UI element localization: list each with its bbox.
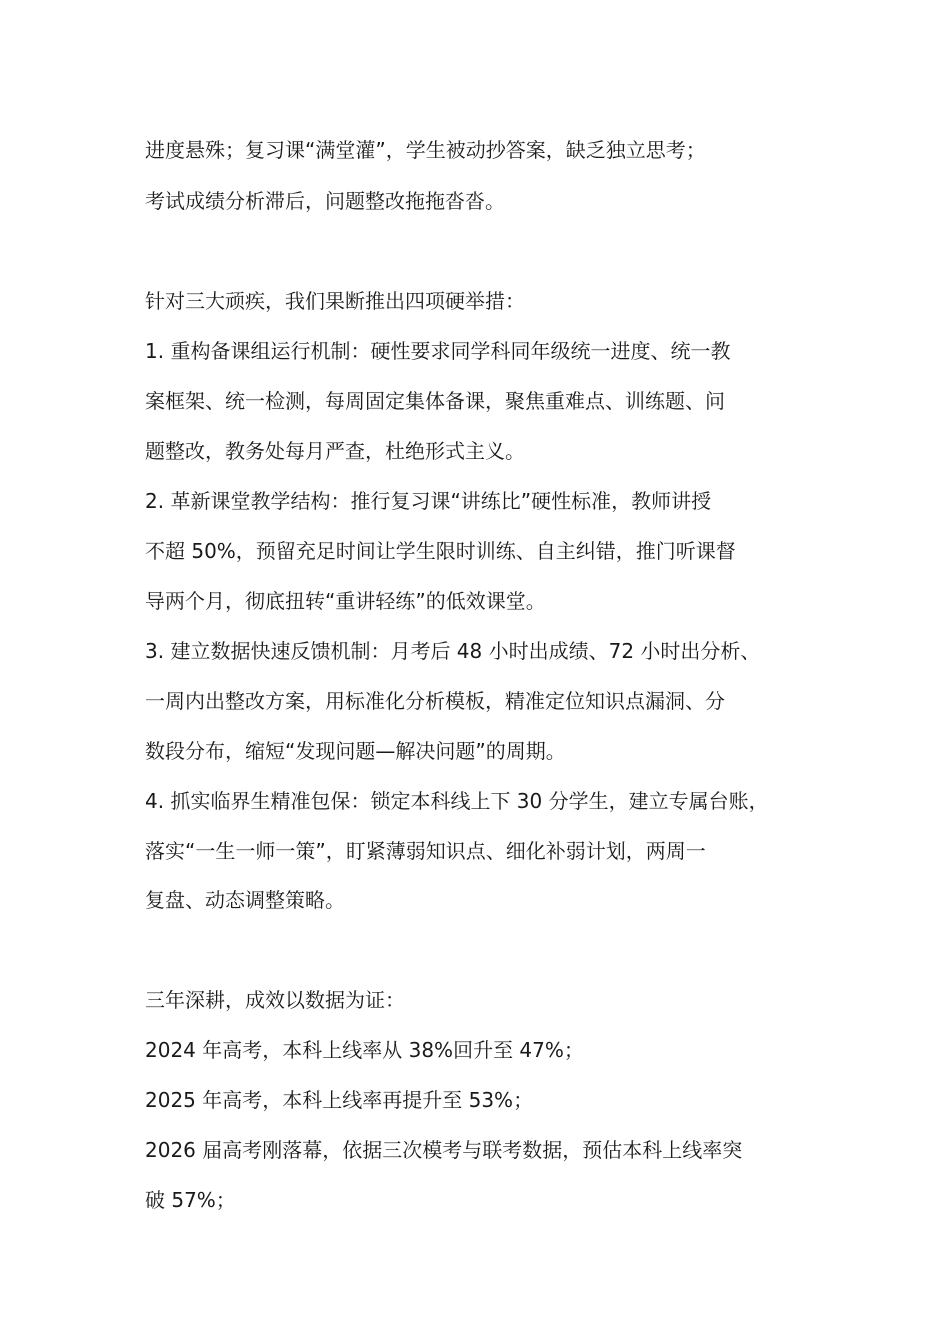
list-item-4-line: 复盘、动态调整策略。 [145,888,345,912]
list-item-1-line: 案框架、统一检测，每周固定集体备课，聚焦重难点、训练题、问 [145,389,725,413]
list-item-2-line: 2. 革新课堂教学结构：推行复习课“讲练比”硬性标准，教师讲授 [145,489,712,513]
result-line-2026-cont: 破 57%； [145,1188,236,1212]
list-item-4-line: 4. 抓实临界生精准包保：锁定本科线上下 30 分学生，建立专属台账， [145,789,769,813]
list-item-3-line: 数段分布，缩短“发现问题—解决问题”的周期。 [145,739,566,763]
list-item-2-line: 导两个月，彻底扭转“重讲轻练”的低效课堂。 [145,589,546,613]
list-item-2-line: 不超 50%，预留充足时间让学生限时训练、自主纠错，推门听课督 [145,539,736,563]
paragraph-line: 考试成绩分析滞后，问题整改拖拖沓沓。 [145,189,505,213]
section-intro: 针对三大顽疾，我们果断推出四项硬举措： [145,289,525,313]
result-line-2025: 2025 年高考，本科上线率再提升至 53%； [145,1088,534,1112]
list-item-3-line: 一周内出整改方案，用标准化分析模板，精准定位知识点漏洞、分 [145,689,725,713]
section-intro: 三年深耕，成效以数据为证： [145,988,405,1012]
paragraph-line: 进度悬殊；复习课“满堂灌”，学生被动抄答案，缺乏独立思考； [145,138,706,162]
list-item-1-line: 1. 重构备课组运行机制：硬性要求同学科同年级统一进度、统一教 [145,339,731,363]
list-item-1-line: 题整改，教务处每月严查，杜绝形式主义。 [145,439,525,463]
list-item-4-line: 落实“一生一师一策”，盯紧薄弱知识点、细化补弱计划，两周一 [145,839,706,863]
list-item-3-line: 3. 建立数据快速反馈机制：月考后 48 小时出成绩、72 小时出分析、 [145,639,761,663]
result-line-2026: 2026 届高考刚落幕，依据三次模考与联考数据，预估本科上线率突 [145,1138,743,1162]
result-line-2024: 2024 年高考，本科上线率从 38%回升至 47%； [145,1038,584,1062]
